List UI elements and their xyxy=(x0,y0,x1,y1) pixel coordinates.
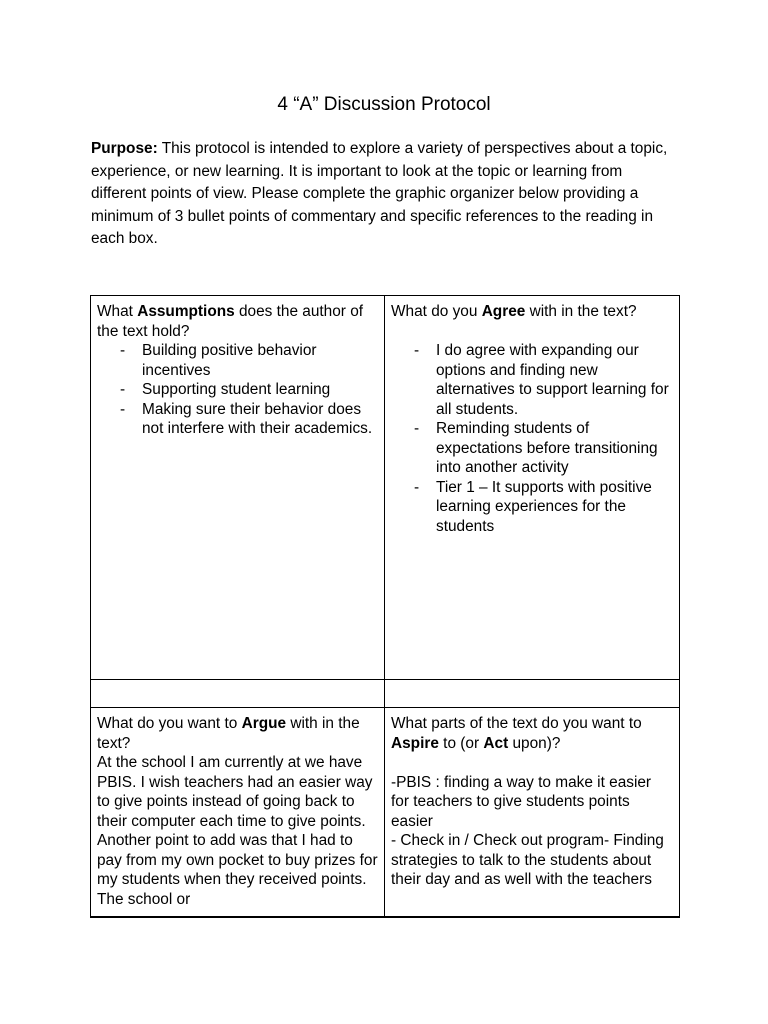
prompt-text: does the author of the text hold? xyxy=(97,303,364,340)
page-title: 4 “A” Discussion Protocol xyxy=(277,94,491,115)
table-row xyxy=(91,296,680,680)
assumptions-list xyxy=(97,341,378,439)
assumptions-prompt xyxy=(97,302,378,341)
organizer-table xyxy=(90,295,680,918)
argue-body: At the school I am currently at we have PBIS. I wish teachers had an easier way to give points instead of going back to their computer each time to give points. Another point to add was that I had to pay from my own pocket to buy prizes for my students when they received points. The school or xyxy=(97,754,378,908)
aspire-line-1: -PBIS : finding a way to make it easier for teachers to give students points easier xyxy=(391,773,652,830)
purpose-label: Purpose: xyxy=(91,140,158,157)
prompt-keyword: Act xyxy=(483,734,509,752)
prompt-keyword: Agree xyxy=(481,303,526,320)
table-row xyxy=(91,680,680,708)
agree-list xyxy=(391,341,673,536)
list-item: - Tier 1 – It supports with positive learning experiences for the students xyxy=(436,478,673,537)
prompt-text: What xyxy=(97,303,138,320)
empty-cell[interactable] xyxy=(91,680,385,708)
aspire-cell[interactable] xyxy=(385,708,680,918)
spacer xyxy=(391,322,673,342)
empty-cell[interactable] xyxy=(385,680,680,708)
list-item: - I do agree with expanding our options and finding new alternatives to support learning for all students. xyxy=(436,341,673,419)
prompt-text: to (or xyxy=(438,734,484,752)
aspire-prompt xyxy=(391,714,673,753)
purpose-paragraph xyxy=(91,138,681,251)
prompt-keyword: Argue xyxy=(241,715,287,732)
table-row xyxy=(91,708,680,918)
agree-prompt xyxy=(391,302,673,322)
aspire-line-2: - Check in / Check out program- Finding strategies to talk to the students about their day and as well with the teachers xyxy=(391,832,664,888)
prompt-text: upon)? xyxy=(508,734,561,752)
list-item: - Reminding students of expectations before transitioning into another activity xyxy=(436,419,673,478)
prompt-keyword: Aspire xyxy=(391,734,439,752)
argue-cell[interactable] xyxy=(91,708,385,918)
prompt-text: with in the text? xyxy=(97,715,360,752)
purpose-text: This protocol is intended to explore a variety of perspectives about a topic, experience, or new learning. It is important to look at the topic or learning from different points of view. Please complete the graphic organizer below providing a minimum of 3 bullet points of commentary and specific references to the reading in each box. xyxy=(91,140,668,248)
list-item: - Building positive behavior incentives xyxy=(142,341,378,380)
prompt-text: What parts of the text do you want to xyxy=(391,715,642,732)
argue-prompt xyxy=(97,714,378,753)
list-item: - Supporting student learning xyxy=(142,380,378,400)
prompt-keyword: Assumptions xyxy=(137,303,235,320)
prompt-text: What do you xyxy=(391,303,482,320)
prompt-text: What do you want to xyxy=(97,715,242,732)
prompt-text: with in the text? xyxy=(525,303,637,320)
list-item: - Making sure their behavior does not interfere with their academics. xyxy=(142,400,378,439)
agree-cell[interactable] xyxy=(385,296,680,680)
spacer xyxy=(391,753,673,773)
assumptions-cell[interactable] xyxy=(91,296,385,680)
